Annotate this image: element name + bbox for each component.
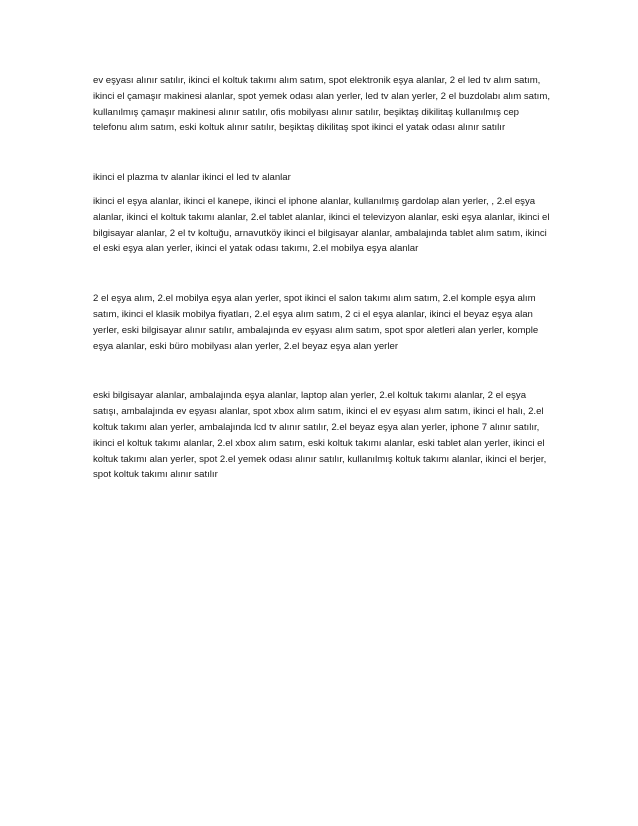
paragraph-spacer [93,354,553,388]
paragraph-2: ikinci el plazma tv alanlar ikinci el led tv alanlar [93,172,291,184]
paragraph-5: eski bilgisayar alanlar, ambalajında eşya alanlar, laptop alan yerler, 2.el koltuk takımı alanlar, 2 el eşya satışı, ambalajında ev eşyası alanlar, spot xbox alım satım, ikinci el ev eşyası alım satım, ikinci el halı, 2.el koltuk takımı alan yerler, ambalajında lcd tv alınır satılır, 2.el beyaz eşya alan yerler, iphone 7 alınır satılır, ikinci el koltuk takımı alanlar, 2.el xbox alım satım, eski koltuk takımı alanlar, eski tablet alan yerler, ikinci el koltuk takımı alan yerler, spot 2.el yemek odası alınır satılır, kullanılmış koltuk takımı alanlar, ikinci el berjer, spot koltuk takımı alınır satılır [93,390,547,481]
paragraph-spacer [93,257,553,291]
paragraph-3: ikinci el eşya alanlar, ikinci el kanepe, ikinci el iphone alanlar, kullanılmış gardolap alan yerler, , 2.el eşya alanlar, ikinci el koltuk takımı alanlar, 2.el tablet alanlar, ikinci el televizyon alanlar, eski eşya alanlar, ikinci el bilgisayar alanlar, 2 el tv koltuğu, arnavutköy ikinci el bilgisayar alanlar, ambalajında tablet alım satım, ikinci el eski eşya alan yerler, ikinci el yatak odası takımı, 2.el mobilya eşya alanlar [93,195,550,255]
paragraph-1: ev eşyası alınır satılır, ikinci el koltuk takımı alım satım, spot elektronik eşya alanlar, 2 el led tv alım satım, ikinci el çamaşır makinesi alanlar, spot yemek odası alan yerler, led tv alan yerler, 2 el buzdolabı alım satım, kullanılmış çamaşır makinesi alınır satılır, ofis mobilyası alınır satılır, beşiktaş dikilitaş kullanılmış cep telefonu alım satım, eski koltuk alınır satılır, beşiktaş dikilitaş spot ikinci el yatak odası alınır satılır [93,75,550,134]
paragraph-spacer [93,136,553,170]
paragraph-4: 2 el eşya alım, 2.el mobilya eşya alan yerler, spot ikinci el salon takımı alım satım, 2.el komple eşya alım satım, ikinci el klasik mobilya fiyatları, 2.el eşya alım satım, 2 ci el eşya alanlar, ikinci el beyaz eşya alan yerler, eski bilgisayar alınır satılır, ambalajında ev eşyası alım satım, spot spor aletleri alan yerler, komple eşya alanlar, eski büro mobilyası alan yerler, 2.el beyaz eşya alan yerler [93,293,539,352]
document-body [93,73,553,483]
paragraph-spacer [93,186,553,194]
